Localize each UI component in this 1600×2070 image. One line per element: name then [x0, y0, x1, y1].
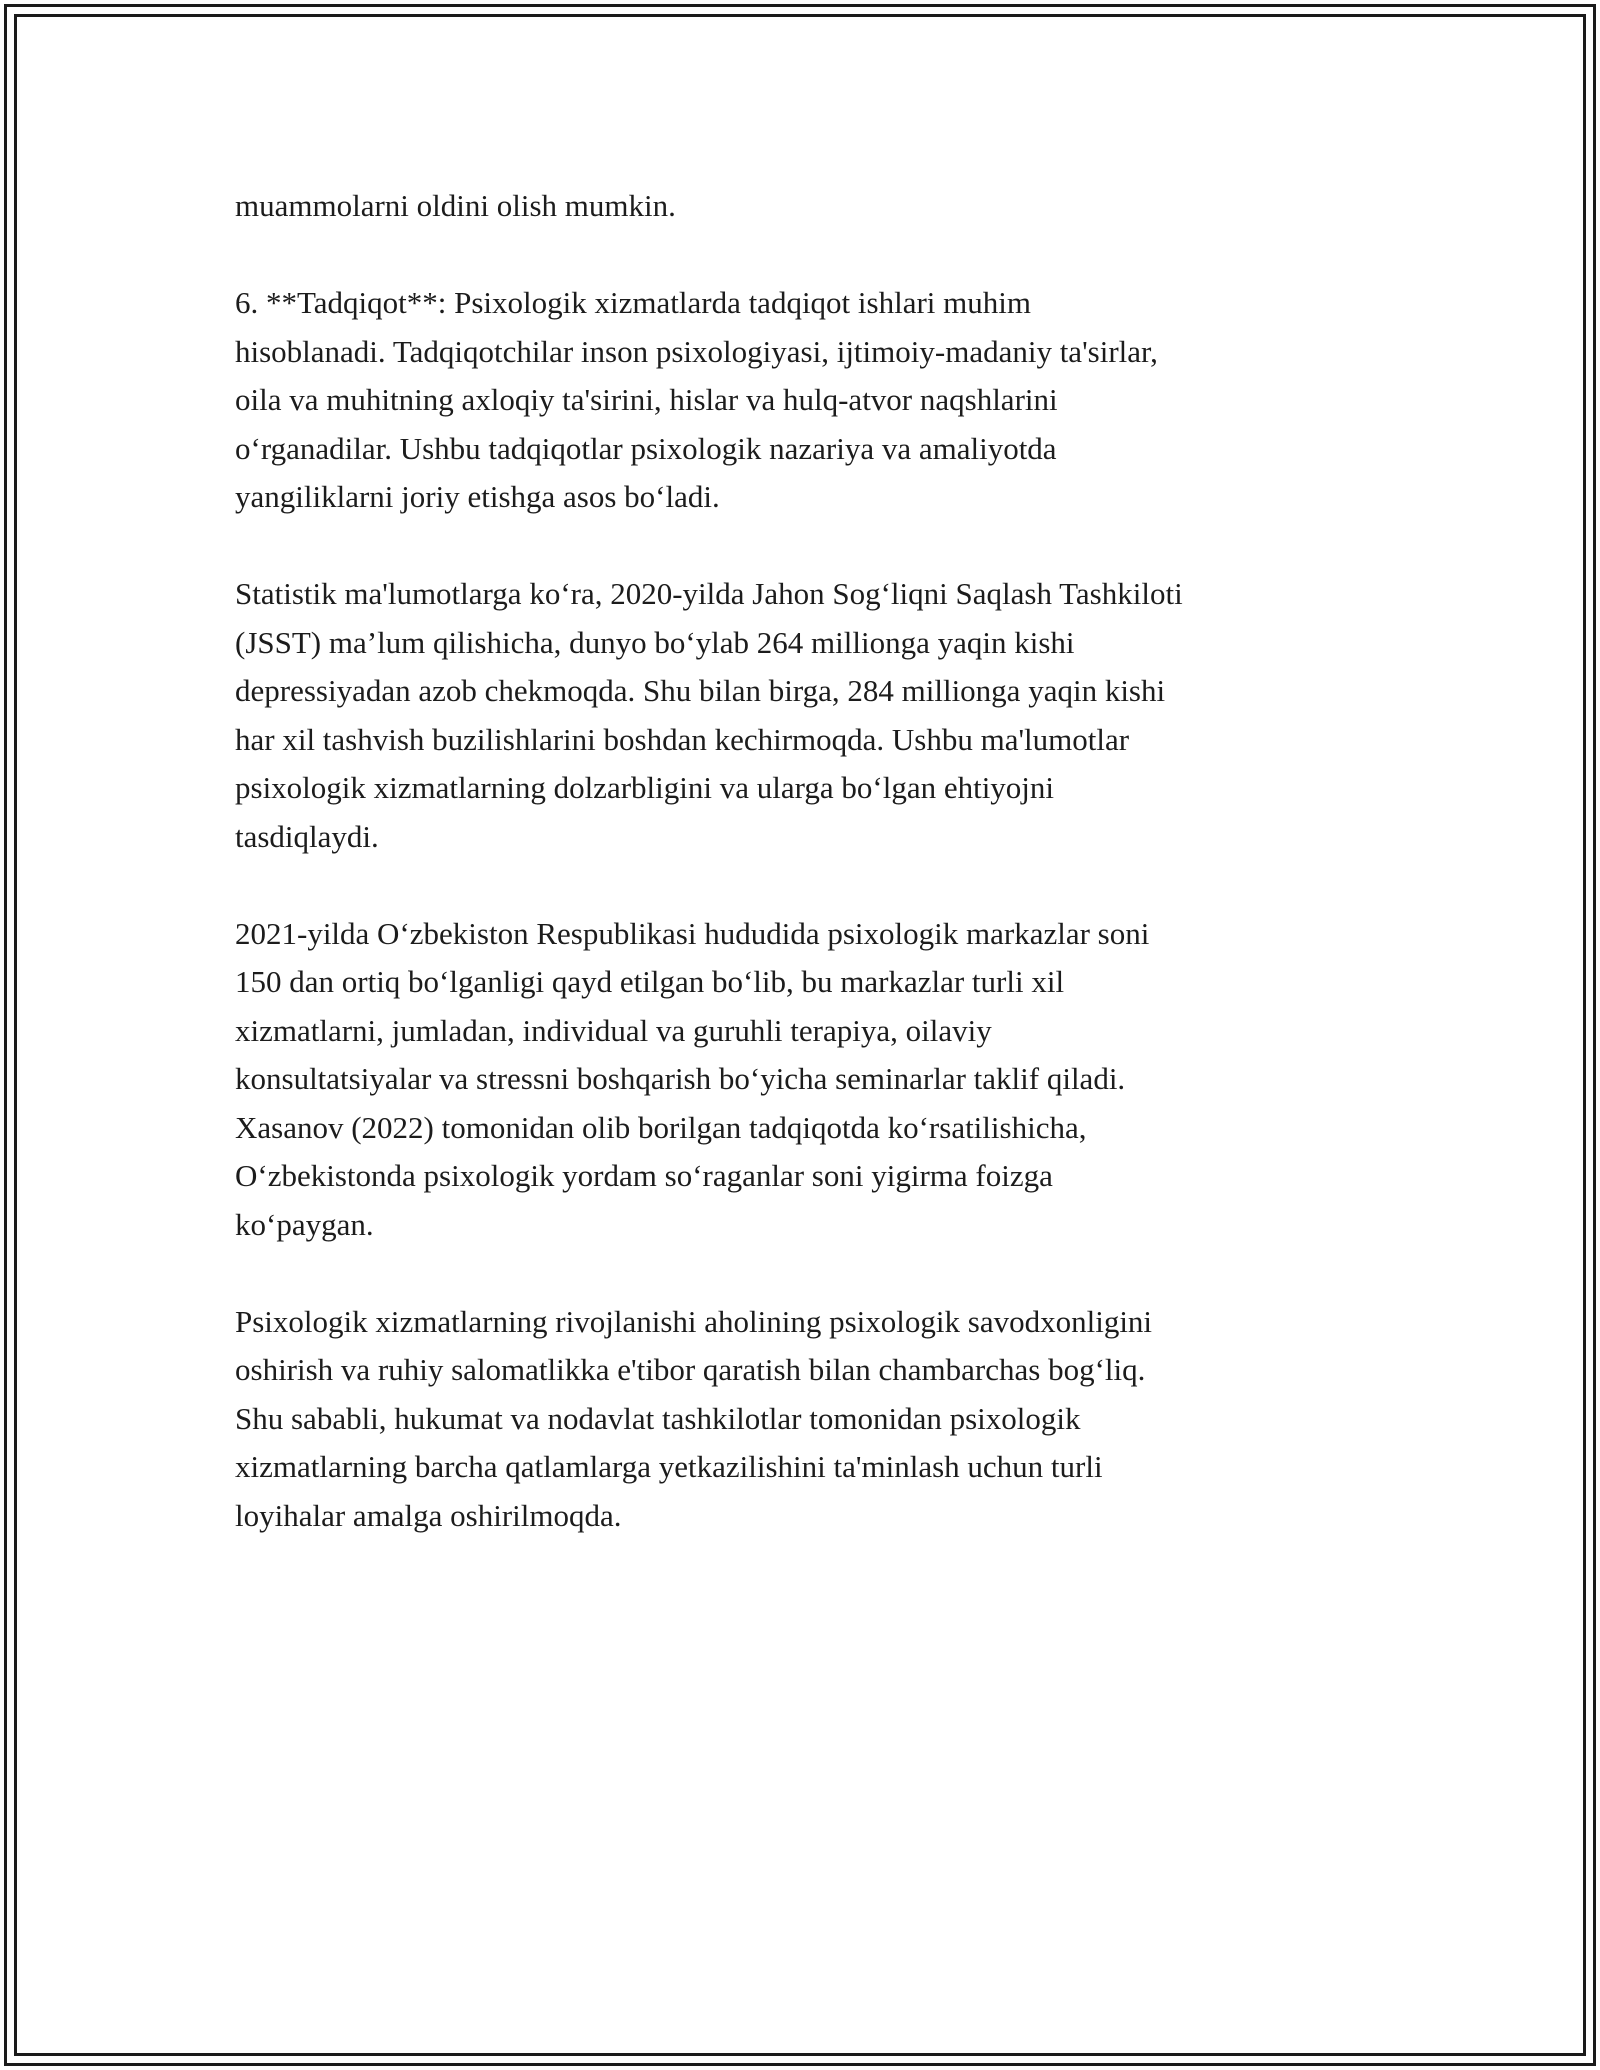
document-body: [235, 182, 1365, 1589]
text-line: yangiliklarni joriy etishga asos bo‘ladi.: [235, 479, 720, 514]
paragraph-uzbekistan-centers: [235, 910, 1365, 1250]
text-line: hisoblanadi. Tadqiqotchilar inson psixologiyasi, ijtimoiy-madaniy ta'sirlar,: [235, 333, 1158, 369]
text-line: 150 dan ortiq bo‘lganligi qayd etilgan bo‘lib, bu markazlar turli xil: [235, 964, 1065, 999]
paragraph-statistics: [235, 570, 1365, 861]
text-line: ko‘paygan.: [235, 1206, 374, 1242]
text-line: muammolarni oldini olish mumkin.: [235, 188, 676, 223]
text-line: Statistik ma'lumotlarga ko‘ra, 2020-yilda Jahon Sog‘liqni Saqlash Tashkiloti: [235, 576, 1183, 611]
text-line: xizmatlarni, jumladan, individual va guruhli terapiya, oilaviy: [235, 1012, 992, 1048]
paragraph-development: [235, 1298, 1365, 1541]
text-line: oshirish va ruhiy salomatlikka e'tibor qaratish bilan chambarchas bog‘liq.: [235, 1352, 1146, 1387]
text-line: psixologik xizmatlarning dolzarbligini va ularga bo‘lgan ehtiyojni: [235, 770, 1055, 805]
text-line: Psixologik xizmatlarning rivojlanishi aholining psixologik savodxonligini: [235, 1303, 1153, 1339]
paragraph-intro-tail: [235, 182, 1365, 231]
text-line: depressiyadan azob chekmoqda. Shu bilan birga, 284 millionga yaqin kishi: [235, 673, 1166, 708]
text-line: loyihalar amalga oshirilmoqda.: [235, 1497, 622, 1533]
text-line: konsultatsiyalar va stressni boshqarish bo‘yicha seminarlar taklif qiladi.: [235, 1061, 1126, 1096]
paragraph-research: [235, 279, 1365, 522]
text-line: Shu sababli, hukumat va nodavlat tashkilotlar tomonidan psixologik: [235, 1400, 1081, 1436]
text-line: tasdiqlaydi.: [235, 818, 379, 854]
text-line: oila va muhitning axloqiy ta'sirini, hislar va hulq-atvor naqshlarini: [235, 382, 1058, 417]
text-line: (JSST) ma’lum qilishicha, dunyo bo‘ylab 264 millionga yaqin kishi: [235, 624, 1075, 660]
text-line: 2021-yilda O‘zbekiston Respublikasi hududida psixologik markazlar soni: [235, 915, 1150, 951]
text-line: xizmatlarning barcha qatlamlarga yetkazilishini ta'minlash uchun turli: [235, 1449, 1103, 1484]
text-line: Xasanov (2022) tomonidan olib borilgan tadqiqotda ko‘rsatilishicha,: [235, 1109, 1087, 1145]
text-line: har xil tashvish buzilishlarini boshdan kechirmoqda. Ushbu ma'lumotlar: [235, 721, 1130, 757]
text-line: O‘zbekistonda psixologik yordam so‘raganlar soni yigirma foizga: [235, 1158, 1053, 1193]
text-line: 6. **Tadqiqot**: Psixologik xizmatlarda tadqiqot ishlari muhim: [235, 285, 1031, 320]
text-line: o‘rganadilar. Ushbu tadqiqotlar psixologik nazariya va amaliyotda: [235, 430, 1057, 466]
